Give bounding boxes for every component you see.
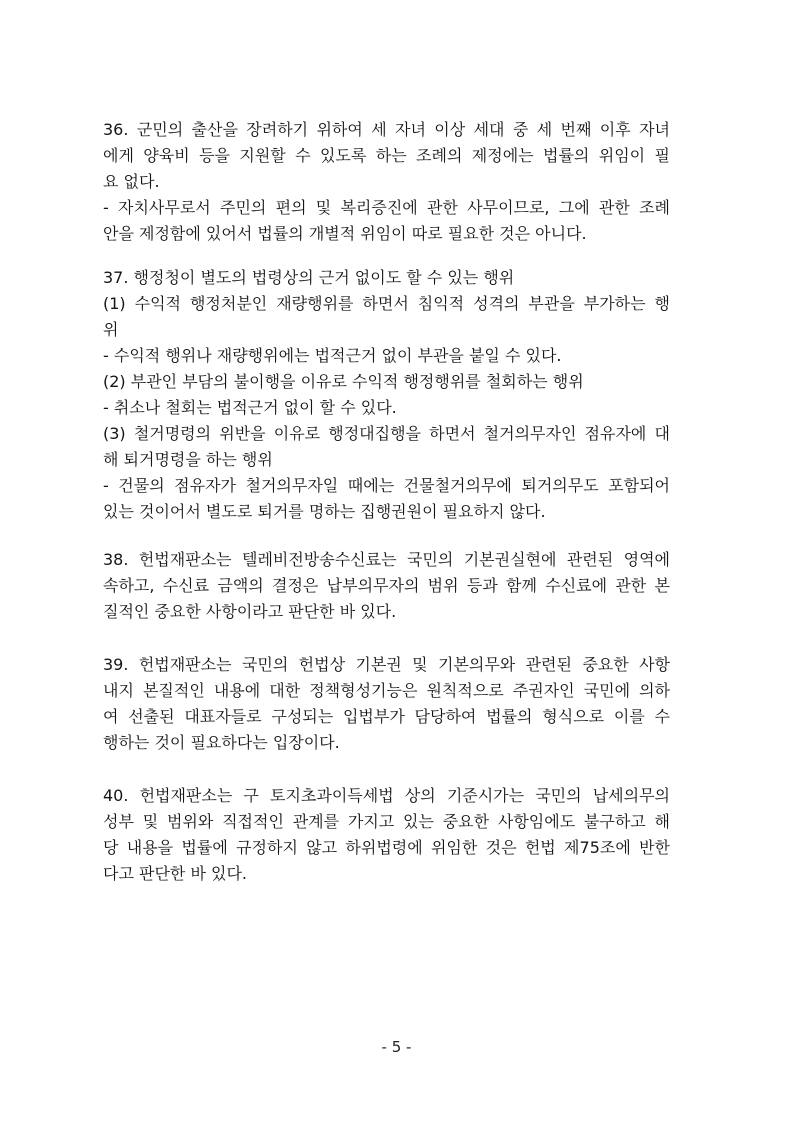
item-37-sub-3-explanation-line-2: 있는 것이어서 별도로 퇴거를 명하는 집행권원이 필요하지 않다. [103,502,546,521]
item-40-line-2: 성부 및 범위와 직접적인 관계를 가지고 있는 중요한 사항임에도 불구하고 해 [103,812,670,831]
item-40-line-1: 40. 헌법재판소는 구 토지초과이득세법 상의 기준시가는 국민의 납세의무의 [103,786,670,805]
item-37-sub-3-line-1: (3) 철거명령의 위반을 이유로 행정대집행을 하면서 철거의무자인 점유자에 대 [103,424,670,443]
item-38-line-1: 38. 헌법재판소는 텔레비전방송수신료는 국민의 기본권실현에 관련된 영역에 [103,550,670,569]
item-39-line-1: 39. 헌법재판소는 국민의 헌법상 기본권 및 기본의무와 관련된 중요한 사항 [103,655,670,674]
item-37-sub-1-explanation: - 수익적 행위나 재량행위에는 법적근거 없이 부관을 붙일 수 있다. [103,346,562,365]
item-40-line-3: 당 내용을 법률에 규정하지 않고 하위법령에 위임한 것은 헌법 제75조에 반한 [103,838,670,857]
item-40-line-4: 다고 판단한 바 있다. [103,864,247,883]
item-38-line-2: 속하고, 수신료 금액의 결정은 납부의무자의 범위 등과 함께 수신료에 관한 본 [103,576,670,595]
item-37-sub-1-line-1: (1) 수익적 행정처분인 재량행위를 하면서 침익적 성격의 부관을 부가하는 행 [103,294,670,313]
item-36-explanation-line-1: - 자치사무로서 주민의 편의 및 복리증진에 관한 사무이므로, 그에 관한 조례 [103,198,670,217]
item-38-line-3: 질적인 중요한 사항이라고 판단한 바 있다. [103,602,397,621]
item-36-explanation-line-2: 안을 제정함에 있어서 법률의 개별적 위임이 따로 필요한 것은 아니다. [103,224,587,243]
page-number: - 5 - [381,1038,412,1056]
item-36-line-1: 36. 군민의 출산을 장려하기 위하여 세 자녀 이상 세대 중 세 번째 이후 자녀 [103,120,670,139]
item-37-sub-2-explanation: - 취소나 철회는 법적근거 없이 할 수 있다. [103,398,397,417]
item-39-line-2: 내지 본질적인 내용에 대한 정책형성기능은 원칙적으로 주권자인 국민에 의하 [103,681,670,700]
item-36-line-2: 에게 양육비 등을 지원할 수 있도록 하는 조례의 제정에는 법률의 위임이 필 [103,146,670,165]
item-36-line-3: 요 없다. [103,172,160,191]
item-37-sub-1-line-2: 위 [103,320,119,339]
item-37-sub-2: (2) 부관인 부담의 불이행을 이유로 수익적 행정행위를 철회하는 행위 [103,372,584,391]
item-37-sub-3-explanation-line-1: - 건물의 점유자가 철거의무자일 때에는 건물철거의무에 퇴거의무도 포함되어 [103,476,670,495]
item-37-heading: 37. 행정청이 별도의 법령상의 근거 없이도 할 수 있는 행위 [103,268,515,287]
item-39-line-3: 여 선출된 대표자들로 구성되는 입법부가 담당하여 법률의 형식으로 이를 수 [103,707,670,726]
item-39-line-4: 행하는 것이 필요하다는 입장이다. [103,733,340,752]
item-37-sub-3-line-2: 해 퇴거명령을 하는 행위 [103,450,273,469]
